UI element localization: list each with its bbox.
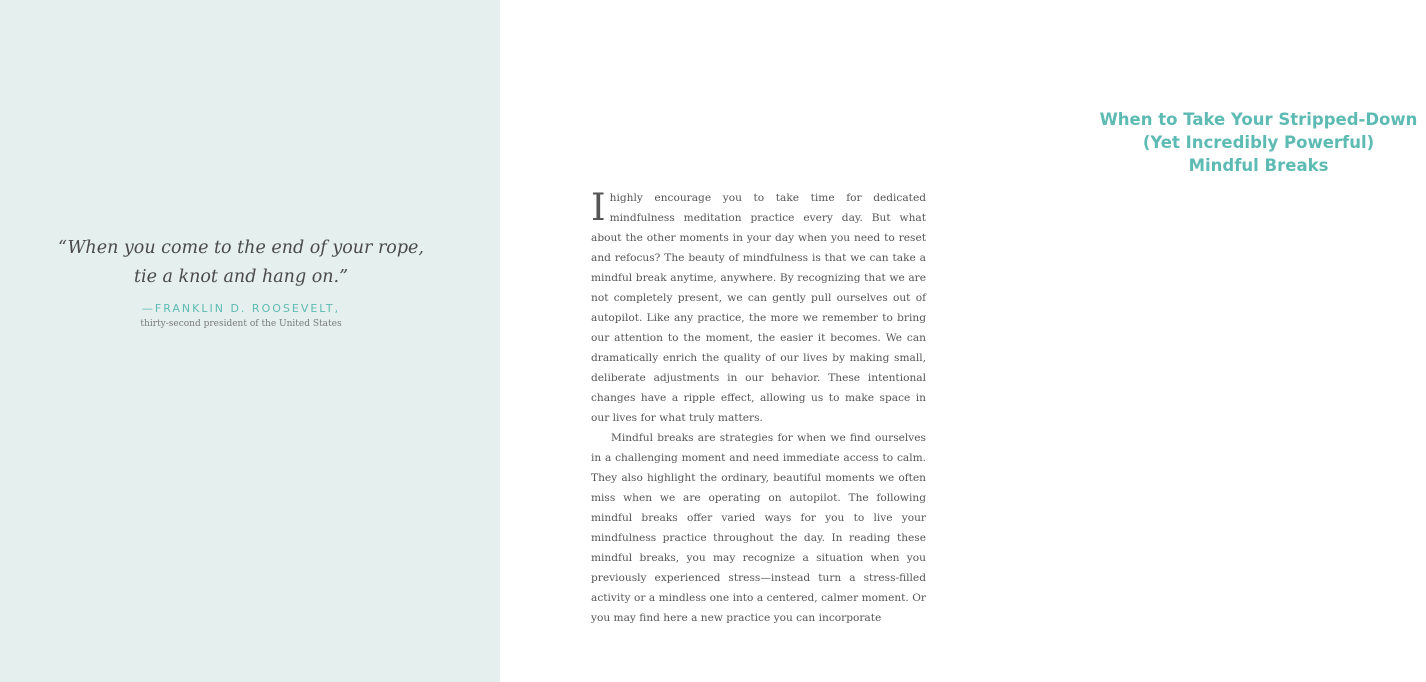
heading-line-2: (Yet Incredibly Powerful) xyxy=(1142,133,1375,152)
drop-cap: I xyxy=(591,186,606,229)
body-text xyxy=(591,188,926,628)
paragraph-2: Mindful breaks are strategies for when we find ourselves in a challenging moment and need immediate access to calm. They also highlight the ordinary, beautiful moments we often miss when we are operating on autopilot. The following mindful breaks offer varied ways for you to live your mindfulness practice throughout the day. In reading these mindful breaks, you may recognize a situation when you previously experienced stress—instead turn a stress-filled activity or a mindless one into a centered, calmer moment. Or you may find here a new practice you can incorporate xyxy=(591,432,926,624)
heading-line-1: When to Take Your Stripped-Down xyxy=(1099,110,1418,129)
attribution-title: thirty-second president of the United States xyxy=(140,319,342,329)
paragraph-1 xyxy=(591,188,926,428)
quote xyxy=(40,234,442,292)
quote-line-2: tie a knot and hang on.” xyxy=(133,267,349,287)
left-page xyxy=(0,0,500,682)
heading-line-3: Mindful Breaks xyxy=(1188,156,1329,175)
quote-line-1: “When you come to the end of your rope, xyxy=(58,238,424,258)
attribution-name: —FRANKLIN D. ROOSEVELT, xyxy=(141,302,341,315)
paragraph-1-text: highly encourage you to take time for dedicated mindfulness meditation practice every day. But what about the other moments in your day when you need to reset and refocus? The beauty of mindfulness is that we can take a mindful break anytime, anywhere. By recognizing that we are not completely present, we can gently pull ourselves out of autopilot. Like any practice, the more we remember to bring our attention to the moment, the easier it becomes. We can dramatically enrich the quality of our lives by making small, deliberate adjustments in our behavior. These intentional changes have a ripple effect, allowing us to make space in our lives for what truly matters. xyxy=(591,192,926,424)
epigraph xyxy=(40,234,442,329)
section-heading xyxy=(1091,108,1426,177)
